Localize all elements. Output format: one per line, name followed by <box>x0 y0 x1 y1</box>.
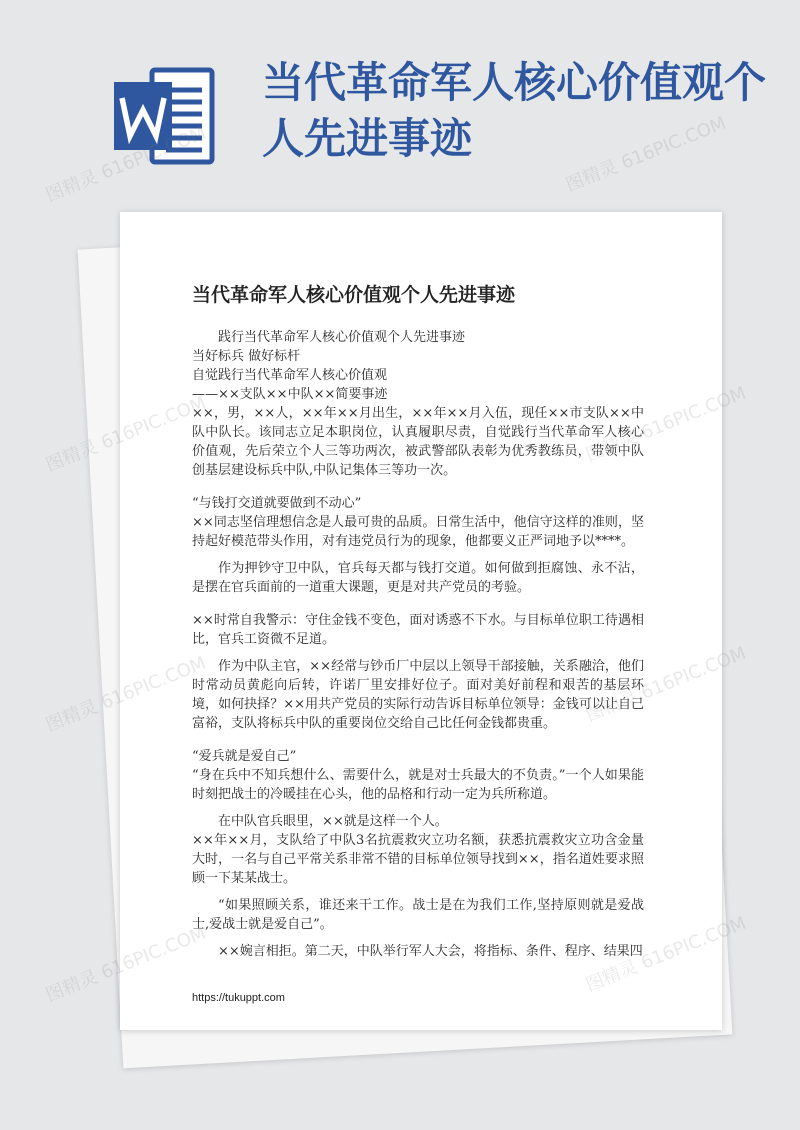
watermark: 图精灵 <box>42 966 101 1007</box>
paragraph: 作为中队主官，××经常与钞币厂中层以上领导干部接触，关系融洽，他们时常动员黄彪向后转，许诺厂里安排好位子。面对美好前程和艰苦的基层环境，如何抉择？××用共产党员的实际行动告诉目标单位领导：金钱可以让自己富裕，支队将标兵中队的重要岗位交给自己比任何金钱都贵重。 <box>192 659 644 731</box>
paragraph: 在中队官兵眼里，××就是这样一个人。 <box>218 814 448 829</box>
paragraph: ××，男，××人，××年××月出生，××年××月入伍，现任××市支队××中队中队长。该同志立足本职岗位，认真履职尽责，自觉践行当代革命军人核心价值观，先后荣立个人三等功两次，被武警部队表彰为优秀教练员，带领中队创基层建设标兵中队,中队记集体三等功一次。 <box>192 406 644 478</box>
paragraph: ××时常自我警示：守住金钱不变色，面对诱惑不下水。与目标单位职工待遇相比，官兵工资微不足道。 <box>192 613 644 647</box>
watermark: 图精灵 <box>42 436 101 477</box>
document-body <box>192 328 644 961</box>
document-title: 当代革命军人核心价值观个人先进事迹 <box>192 284 516 306</box>
paragraph: 当好标兵 做好标杆 <box>192 349 301 364</box>
watermark: 图精灵 <box>42 696 101 737</box>
paragraph: 作为押钞守卫中队，官兵每天都与钱打交道。如何做到拒腐蚀、永不沾，是摆在官兵面前的一道重大课题，更是对共产党员的考验。 <box>192 561 644 595</box>
watermark: 图精灵 616PIC.COM <box>562 112 730 197</box>
paragraph: 自觉践行当代革命军人核心价值观 <box>192 368 388 383</box>
header-title: 当代革命军人核心价值观个人先进事迹 <box>262 58 767 163</box>
paragraph: “与钱打交道就要做到不动心” <box>192 496 362 511</box>
paragraph: ××年××月，支队给了中队3名抗震救灾立功名额，获悉抗震救灾立功含金量大时，一名与自己平常关系非常不错的目标单位领导找到××，指名道姓要求照顾一下某某战士。 <box>192 833 644 886</box>
footer-url: https://tukuppt.com <box>192 992 285 1004</box>
paragraph: 践行当代革命军人核心价值观个人先进事迹 <box>218 330 466 345</box>
document-page <box>120 212 722 1030</box>
watermark: 图精灵 616PIC.COM <box>42 122 210 207</box>
page-header <box>0 0 800 200</box>
paragraph: “身在兵中不知兵想什么、需要什么，就是对士兵最大的不负责。”一个人如果能时刻把战士的冷暖挂在心头，他的品格和行动一定为兵所称道。 <box>192 768 644 802</box>
paragraph: ××婉言相拒。第二天，中队举行军人大会，将指标、条件、程序、结果四 <box>218 944 643 959</box>
paragraph: ——××支队××中队××简要事迹 <box>192 387 388 402</box>
paragraph: “如果照顾关系，谁还来干工作。战士是在为我们工作,坚持原则就是爱战士,爱战士就是爱自己”。 <box>192 898 644 932</box>
word-document-icon <box>112 66 216 166</box>
paragraph: ××同志坚信理想信念是人最可贵的品质。日常生活中，他信守这样的准则，坚持起好模范带头作用，对有违党员行为的现象，他都要义正严词地予以****。 <box>192 515 644 549</box>
paragraph: “爱兵就是爱自己” <box>192 749 297 764</box>
